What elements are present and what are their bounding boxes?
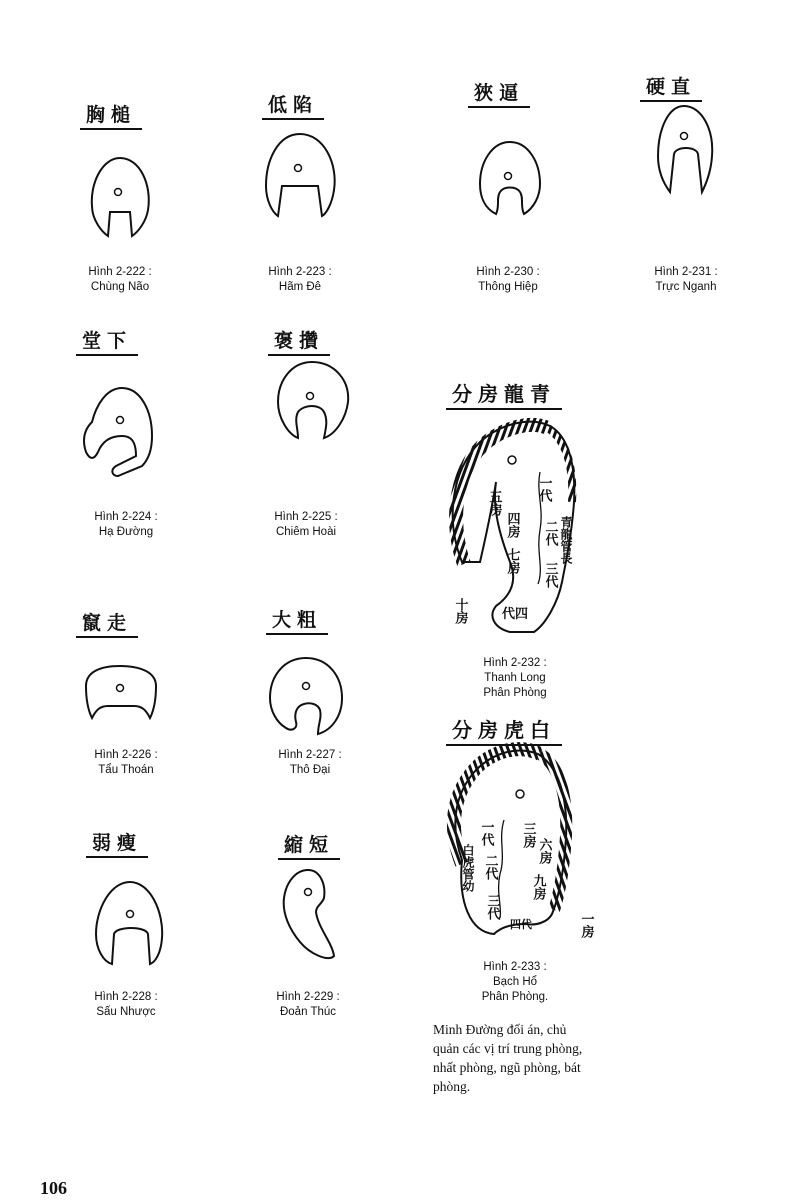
caption-name: Phân Phòng xyxy=(483,687,547,699)
caption-name: Đoản Thúc xyxy=(279,1006,337,1018)
figure-shape-2-229 xyxy=(272,862,352,972)
caption-name: Hạ Đường xyxy=(98,526,154,538)
caption-2-223 xyxy=(230,265,370,295)
figure-shape-2-222 xyxy=(80,150,160,250)
figure-shape-2-226 xyxy=(76,660,166,740)
bottom-label: 四代 xyxy=(510,918,532,931)
caption-name: Thô Đại xyxy=(289,764,331,776)
figure-title-2-233: 分房虎白 xyxy=(446,714,562,746)
caption-2-227 xyxy=(240,748,380,778)
side-label: 二代 xyxy=(482,854,498,880)
figure-shape-2-225 xyxy=(268,356,358,446)
caption-2-222 xyxy=(50,265,190,295)
caption-label: Hình 2-226 : xyxy=(94,749,158,761)
side-label: 一代 xyxy=(478,820,494,846)
note-paragraph: Minh Đường đối án, chủ quản các vị trí trung phòng, nhất phòng, ngũ phòng, bát phòng. xyxy=(433,1022,583,1094)
figure-shape-2-223 xyxy=(258,128,342,228)
figure-shape-2-230 xyxy=(470,136,550,226)
figure-shape-2-228 xyxy=(86,876,176,976)
caption-label: Hình 2-227 : xyxy=(278,749,342,761)
figure-title-2-230: 狹逼 xyxy=(468,78,530,108)
caption-label: Hình 2-223 : xyxy=(268,266,332,278)
caption-label: Hình 2-231 : xyxy=(654,266,718,278)
inner-label: 七房 xyxy=(504,548,520,574)
caption-2-224 xyxy=(56,510,196,540)
inner-label: 九房 xyxy=(530,874,546,900)
caption-label: Hình 2-232 : xyxy=(483,657,547,669)
caption-name: Phân Phòng. xyxy=(481,991,549,1003)
caption-2-233 xyxy=(445,960,585,1005)
caption-name: Hãm Đê xyxy=(278,281,322,293)
inner-label: 六房 xyxy=(536,838,552,864)
figure-title-2-223: 低陷 xyxy=(262,90,324,120)
side-label: 一代 xyxy=(536,476,552,502)
figure-title-2-226: 竄走 xyxy=(76,608,138,638)
caption-label: Hình 2-233 : xyxy=(483,961,547,973)
caption-name: Chiêm Hoài xyxy=(275,526,337,538)
side-label: 三代 xyxy=(542,562,558,588)
caption-label: Hình 2-229 : xyxy=(276,991,340,1003)
figure-shape-2-231 xyxy=(650,100,720,210)
caption-2-225 xyxy=(236,510,376,540)
caption-name: Trực Nganh xyxy=(655,281,717,293)
figure-shape-2-233 xyxy=(440,742,600,958)
figure-title-2-232: 分房龍青 xyxy=(446,378,562,410)
caption-name: Sấu Nhược xyxy=(96,1006,156,1018)
figure-title-2-224: 堂下 xyxy=(76,326,138,356)
figure-title-2-229: 縮短 xyxy=(278,830,340,860)
caption-name: Bạch Hổ xyxy=(492,976,538,988)
inner-label: 四房 xyxy=(504,512,520,538)
right-label: 青龍管長 xyxy=(559,516,573,564)
figure-title-2-222: 胸槌 xyxy=(80,100,142,130)
figure-shape-2-224 xyxy=(76,380,166,490)
caption-name: Thông Hiệp xyxy=(478,281,538,293)
figure-title-2-228: 弱瘦 xyxy=(86,828,148,858)
caption-2-226 xyxy=(56,748,196,778)
caption-2-232 xyxy=(445,656,585,701)
side-label: 二代 xyxy=(542,520,558,546)
caption-name: Chùng Não xyxy=(90,281,150,293)
caption-label: Hình 2-228 : xyxy=(94,991,158,1003)
caption-name: Thanh Long xyxy=(484,672,546,684)
inner-label: 五房 xyxy=(486,490,502,516)
right-label: 一房 xyxy=(578,912,594,938)
figure-title-2-227: 大粗 xyxy=(266,605,328,635)
caption-2-231 xyxy=(616,265,756,295)
figure-shape-2-232 xyxy=(440,412,590,652)
left-label: 十房 xyxy=(452,598,468,624)
caption-2-228 xyxy=(56,990,196,1020)
caption-name: Tẩu Thoán xyxy=(98,764,154,776)
caption-label: Hình 2-224 : xyxy=(94,511,158,523)
figure-title-2-231: 硬直 xyxy=(640,72,702,102)
figure-shape-2-227 xyxy=(262,652,352,742)
caption-label: Hình 2-230 : xyxy=(476,266,540,278)
caption-label: Hình 2-222 : xyxy=(88,266,152,278)
figure-title-2-225: 褒攢 xyxy=(268,326,330,356)
side-label: 三代 xyxy=(484,894,500,920)
page-number: 106 xyxy=(40,1178,67,1198)
inner-label: 三房 xyxy=(520,822,536,848)
caption-2-229 xyxy=(238,990,378,1020)
caption-2-230 xyxy=(438,265,578,295)
bottom-label: 代四 xyxy=(502,607,529,622)
left-label: 白虎管幼 xyxy=(461,844,475,892)
caption-label: Hình 2-225 : xyxy=(274,511,338,523)
